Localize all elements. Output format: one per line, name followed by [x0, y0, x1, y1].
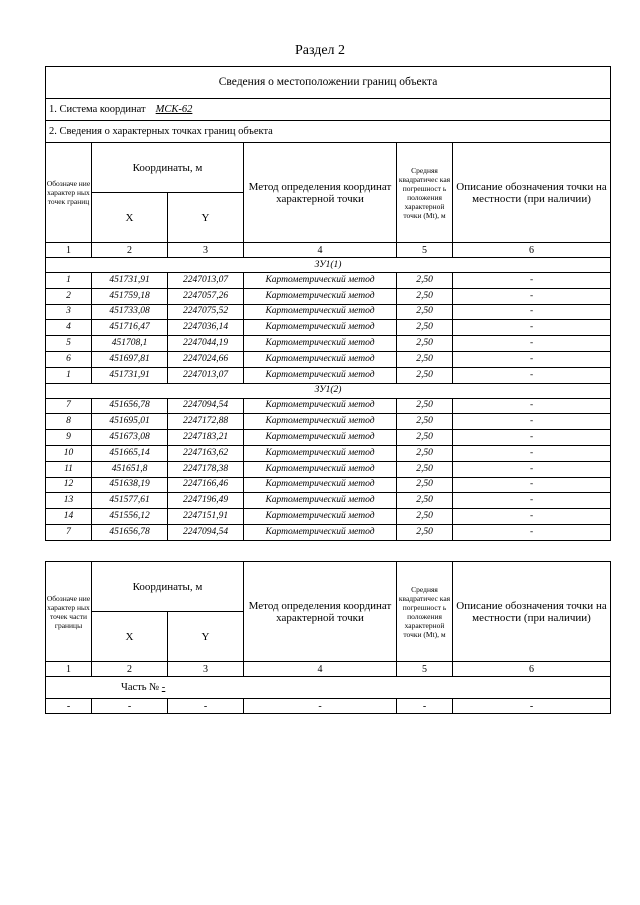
x-cell: 451656,78 [92, 524, 168, 540]
point-id-cell: 13 [46, 493, 92, 509]
x-cell: 451673,08 [92, 430, 168, 446]
x-cell: 451556,12 [92, 509, 168, 525]
method-cell: Картометрический метод [244, 430, 397, 446]
accuracy-cell: 2,50 [397, 445, 453, 461]
table-cell: - [92, 699, 168, 714]
point-id-cell: 6 [46, 351, 92, 367]
y-cell: 2247151,91 [168, 509, 244, 525]
column-number-row [46, 243, 611, 258]
point-id-cell: 5 [46, 336, 92, 352]
y-cell: 2247196,49 [168, 493, 244, 509]
accuracy-cell: 2,50 [397, 336, 453, 352]
y-cell: 2247024,66 [168, 351, 244, 367]
col-number: 2 [92, 662, 168, 677]
header-description: Описание обозначения точки на местности (при наличии) [453, 143, 611, 243]
header-method: Метод определения координат характерной точки [244, 143, 397, 243]
method-cell: Картометрический метод [244, 477, 397, 493]
accuracy-cell: 2,50 [397, 320, 453, 336]
y-cell: 2247013,07 [168, 367, 244, 383]
column-number-row [46, 662, 611, 677]
method-cell: Картометрический метод [244, 398, 397, 414]
method-cell: Картометрический метод [244, 461, 397, 477]
col-number: 2 [92, 243, 168, 258]
header-coordinates: Координаты, м [92, 143, 244, 193]
table-row [46, 445, 611, 461]
x-cell: 451651,8 [92, 461, 168, 477]
point-id-cell: 7 [46, 524, 92, 540]
table-row [46, 524, 611, 540]
y-cell: 2247163,62 [168, 445, 244, 461]
accuracy-cell: 2,50 [397, 367, 453, 383]
table-row [46, 461, 611, 477]
y-cell: 2247013,07 [168, 273, 244, 289]
points-heading: 2. Сведения о характерных точках границ объекта [46, 121, 611, 143]
table-cell: - [244, 699, 397, 714]
table-row [46, 414, 611, 430]
group-header-row [46, 258, 611, 273]
coord-system-label: 1. Система координат [49, 104, 146, 115]
x-cell: 451577,61 [92, 493, 168, 509]
table-cell: - [453, 699, 611, 714]
col-number: 6 [453, 243, 611, 258]
description-cell: - [453, 493, 611, 509]
table-row [46, 493, 611, 509]
method-cell: Картометрический метод [244, 351, 397, 367]
x-cell: 451731,91 [92, 367, 168, 383]
table-row [46, 336, 611, 352]
accuracy-cell: 2,50 [397, 288, 453, 304]
method-cell: Картометрический метод [244, 273, 397, 289]
table-row [46, 367, 611, 383]
method-cell: Картометрический метод [244, 414, 397, 430]
x-cell: 451708,1 [92, 336, 168, 352]
point-id-cell: 7 [46, 398, 92, 414]
col-number: 5 [397, 243, 453, 258]
accuracy-cell: 2,50 [397, 524, 453, 540]
col-number: 6 [453, 662, 611, 677]
x-cell: 451759,18 [92, 288, 168, 304]
header-point-designation: Обозначе ние характер ных точек части границы [46, 562, 92, 662]
method-cell: Картометрический метод [244, 288, 397, 304]
accuracy-cell: 2,50 [397, 461, 453, 477]
description-cell: - [453, 414, 611, 430]
method-cell: Картометрический метод [244, 445, 397, 461]
table-title: Сведения о местоположении границ объекта [46, 67, 611, 99]
col-number: 5 [397, 662, 453, 677]
y-cell: 2247166,46 [168, 477, 244, 493]
table-row [46, 398, 611, 414]
point-id-cell: 2 [46, 288, 92, 304]
point-id-cell: 10 [46, 445, 92, 461]
y-cell: 2247178,38 [168, 461, 244, 477]
x-cell: 451716,47 [92, 320, 168, 336]
point-id-cell: 9 [46, 430, 92, 446]
header-accuracy: Средняя квадратичес кая погрешност ь положения характерной точки (Mt), м [397, 143, 453, 243]
point-id-cell: 3 [46, 304, 92, 320]
y-cell: 2247044,19 [168, 336, 244, 352]
y-cell: 2247183,21 [168, 430, 244, 446]
table-row [46, 699, 611, 714]
table-row [46, 509, 611, 525]
boundary-points-table [45, 66, 611, 541]
y-cell: 2247036,14 [168, 320, 244, 336]
point-id-cell: 8 [46, 414, 92, 430]
description-cell: - [453, 461, 611, 477]
accuracy-cell: 2,50 [397, 273, 453, 289]
table-row [46, 304, 611, 320]
point-id-cell: 12 [46, 477, 92, 493]
header-x: X [92, 193, 168, 243]
accuracy-cell: 2,50 [397, 509, 453, 525]
coord-system-value: МСК-62 [155, 104, 193, 115]
col-number: 3 [168, 662, 244, 677]
method-cell: Картометрический метод [244, 509, 397, 525]
point-id-cell: 4 [46, 320, 92, 336]
description-cell: - [453, 430, 611, 446]
y-cell: 2247094,54 [168, 398, 244, 414]
table-row [46, 430, 611, 446]
accuracy-cell: 2,50 [397, 414, 453, 430]
table-row [46, 288, 611, 304]
header-coordinates: Координаты, м [92, 562, 244, 612]
y-cell: 2247075,52 [168, 304, 244, 320]
method-cell: Картометрический метод [244, 367, 397, 383]
group-header-row [46, 383, 611, 398]
part-number-row [46, 677, 611, 699]
description-cell: - [453, 477, 611, 493]
table-row [46, 320, 611, 336]
description-cell: - [453, 304, 611, 320]
col-number: 4 [244, 662, 397, 677]
point-id-cell: 11 [46, 461, 92, 477]
table-row [46, 351, 611, 367]
col-number: 1 [46, 243, 92, 258]
x-cell: 451695,01 [92, 414, 168, 430]
method-cell: Картометрический метод [244, 304, 397, 320]
part-number-label: Часть № [121, 682, 160, 693]
col-number: 4 [244, 243, 397, 258]
method-cell: Картометрический метод [244, 493, 397, 509]
y-cell: 2247172,88 [168, 414, 244, 430]
part-points-table [45, 561, 611, 714]
header-description: Описание обозначения точки на местности (при наличии) [453, 562, 611, 662]
accuracy-cell: 2,50 [397, 477, 453, 493]
accuracy-cell: 2,50 [397, 398, 453, 414]
description-cell: - [453, 288, 611, 304]
description-cell: - [453, 320, 611, 336]
point-id-cell: 14 [46, 509, 92, 525]
description-cell: - [453, 367, 611, 383]
coord-system-row [46, 99, 611, 121]
x-cell: 451731,91 [92, 273, 168, 289]
table-cell: - [168, 699, 244, 714]
method-cell: Картометрический метод [244, 336, 397, 352]
table-row [46, 477, 611, 493]
description-cell: - [453, 524, 611, 540]
page-title: Раздел 2 [294, 43, 346, 58]
point-id-cell: 1 [46, 273, 92, 289]
col-number: 3 [168, 243, 244, 258]
description-cell: - [453, 509, 611, 525]
accuracy-cell: 2,50 [397, 304, 453, 320]
table-cell: - [46, 699, 92, 714]
x-cell: 451697,81 [92, 351, 168, 367]
header-method: Метод определения координат характерной точки [244, 562, 397, 662]
description-cell: - [453, 398, 611, 414]
part-number-value: - [161, 682, 166, 693]
x-cell: 451638,19 [92, 477, 168, 493]
table-row [46, 273, 611, 289]
table-cell: - [397, 699, 453, 714]
method-cell: Картометрический метод [244, 320, 397, 336]
description-cell: - [453, 445, 611, 461]
description-cell: - [453, 336, 611, 352]
header-y: Y [168, 193, 244, 243]
y-cell: 2247094,54 [168, 524, 244, 540]
description-cell: - [453, 351, 611, 367]
header-point-designation: Обозначе ние характер ных точек границ [46, 143, 92, 243]
accuracy-cell: 2,50 [397, 493, 453, 509]
x-cell: 451665,14 [92, 445, 168, 461]
y-cell: 2247057,26 [168, 288, 244, 304]
x-cell: 451656,78 [92, 398, 168, 414]
x-cell: 451733,08 [92, 304, 168, 320]
accuracy-cell: 2,50 [397, 351, 453, 367]
header-y: Y [168, 612, 244, 662]
header-x: X [92, 612, 168, 662]
point-id-cell: 1 [46, 367, 92, 383]
method-cell: Картометрический метод [244, 524, 397, 540]
header-accuracy: Средняя квадратичес кая погрешност ь положения характерной точки (Mt), м [397, 562, 453, 662]
accuracy-cell: 2,50 [397, 430, 453, 446]
description-cell: - [453, 273, 611, 289]
col-number: 1 [46, 662, 92, 677]
group-name: ЗУ1(2) [46, 383, 611, 398]
group-name: ЗУ1(1) [46, 258, 611, 273]
